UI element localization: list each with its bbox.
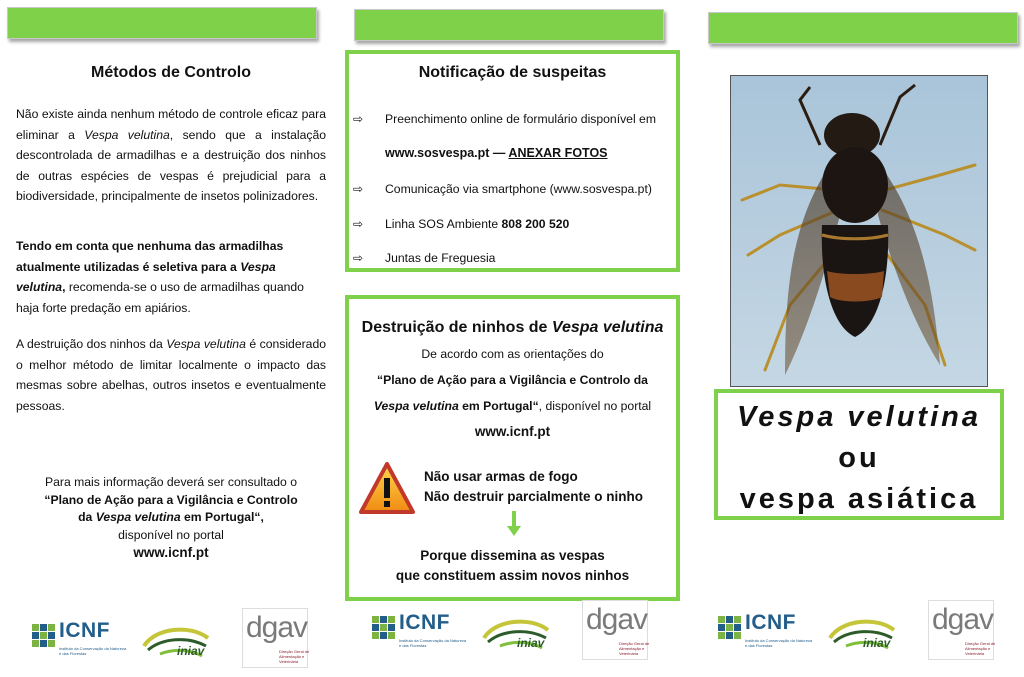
nest-destruction-title: Destruição de ninhos de Vespa velutina — [361, 319, 664, 336]
sosvespa-url[interactable]: www.sosvespa.pt — [385, 146, 490, 160]
header-bar-middle — [354, 9, 664, 41]
control-methods-title: Métodos de Controlo — [91, 64, 251, 81]
icnf-logo-subtitle: Instituto da Conservação da Natureza e das Florestas — [745, 638, 813, 648]
icnf-logo-text: ICNF — [399, 611, 450, 634]
logo-strip-3 — [718, 600, 1018, 660]
iniav-logo-text: iniav — [177, 644, 205, 658]
control-paragraph-2: Tendo em conta que nenhuma das armadilhas atualmente utilizadas é seletiva para a Vespa velutina, recomenda-se o uso de armadilhas quando haja forte predação em apiários. — [16, 239, 304, 315]
icnf-logo-text: ICNF — [59, 619, 110, 642]
header-bar-left — [7, 7, 317, 39]
dgav-logo-subtitle: Direção Geral de Alimentação e Veterinária — [965, 641, 996, 656]
nest-destruction-text: De acordo com as orientações do “Plano de Ação para a Vigilância e Controlo da Vespa velutina em Portugal“, disponível no portal www.icnf.pt — [373, 347, 652, 439]
dgav-logo-subtitle: Direção Geral de Alimentação e Veterinária — [619, 641, 650, 656]
warning-icon — [358, 461, 416, 516]
control-paragraph-3: A destruição dos ninhos da Vespa velutina é considerado o melhor método de limitar localmente o impacto das mesmas sobre abelhas, outros insetos e eventualmente pessoas. — [16, 337, 327, 413]
icnf-logo-subtitle: Instituto da Conservação da Natureza e das Florestas — [399, 638, 467, 648]
iniav-logo-text: iniav — [863, 636, 891, 650]
notification-box: Notificação de suspeitas ⇨ Preenchimento online de formulário disponível em www.sosvespa.pt — ANEXAR FOTOS ⇨ Comunicação via smartphone (www.sosvespa.pt) ⇨ Linha SOS Ambiente 808 200 520 ⇨ Juntas de Freguesia — [345, 50, 680, 272]
nest-destruction-box — [345, 295, 680, 601]
cover-title-box — [714, 389, 1004, 520]
icnf-logo-text: ICNF — [745, 611, 796, 634]
dgav-logo — [242, 608, 308, 668]
logo-strip-1 — [32, 608, 332, 668]
more-info-block: Para mais informação deverá ser consultado o “Plano de Ação para a Vigilância e Controlo da Vespa velutina em Portugal“, disponível no portal www.icnf.pt — [16, 474, 326, 562]
dgav-logo — [582, 600, 648, 660]
logo-strip-2 — [372, 600, 672, 660]
consequence-text: Porque dissemina as vespas que constituem assim novos ninhos — [395, 548, 630, 583]
notification-title: Notificação de suspeitas — [418, 64, 607, 81]
cover-title: Vespa velutina ou vespa asiática — [736, 401, 981, 515]
warning-text: Não usar armas de fogo Não destruir parcialmente o ninho — [424, 469, 644, 504]
arrow-right-icon: ⇨ — [353, 112, 364, 126]
hornet-photo — [730, 75, 988, 387]
header-bar-right — [708, 12, 1018, 44]
icnf-logo-subtitle: Instituto da Conservação da Natureza e das Florestas — [59, 646, 127, 656]
icnf-url: www.icnf.pt — [133, 545, 209, 560]
arrow-down-icon — [507, 511, 521, 537]
arrow-right-icon: ⇨ — [353, 217, 364, 231]
dgav-logo-text: dgav — [246, 611, 308, 644]
arrow-right-icon: ⇨ — [353, 182, 364, 196]
dgav-logo-subtitle: Direção Geral de Alimentação e Veterinária — [279, 649, 310, 664]
arrow-right-icon: ⇨ — [353, 251, 364, 265]
dgav-logo — [928, 600, 994, 660]
dgav-logo-text: dgav — [932, 603, 994, 636]
control-paragraph-1: Não existe ainda nenhum método de controle eficaz para eliminar a Vespa velutina, sendo que a instalação descontrolada de armadilhas e a destruição dos ninhos de outras espécies de vespas é prejudicial para a biodiversidade, principalmente de insetos polinizadores. — [16, 107, 327, 203]
iniav-logo-text: iniav — [517, 636, 545, 650]
dgav-logo-text: dgav — [586, 603, 648, 636]
